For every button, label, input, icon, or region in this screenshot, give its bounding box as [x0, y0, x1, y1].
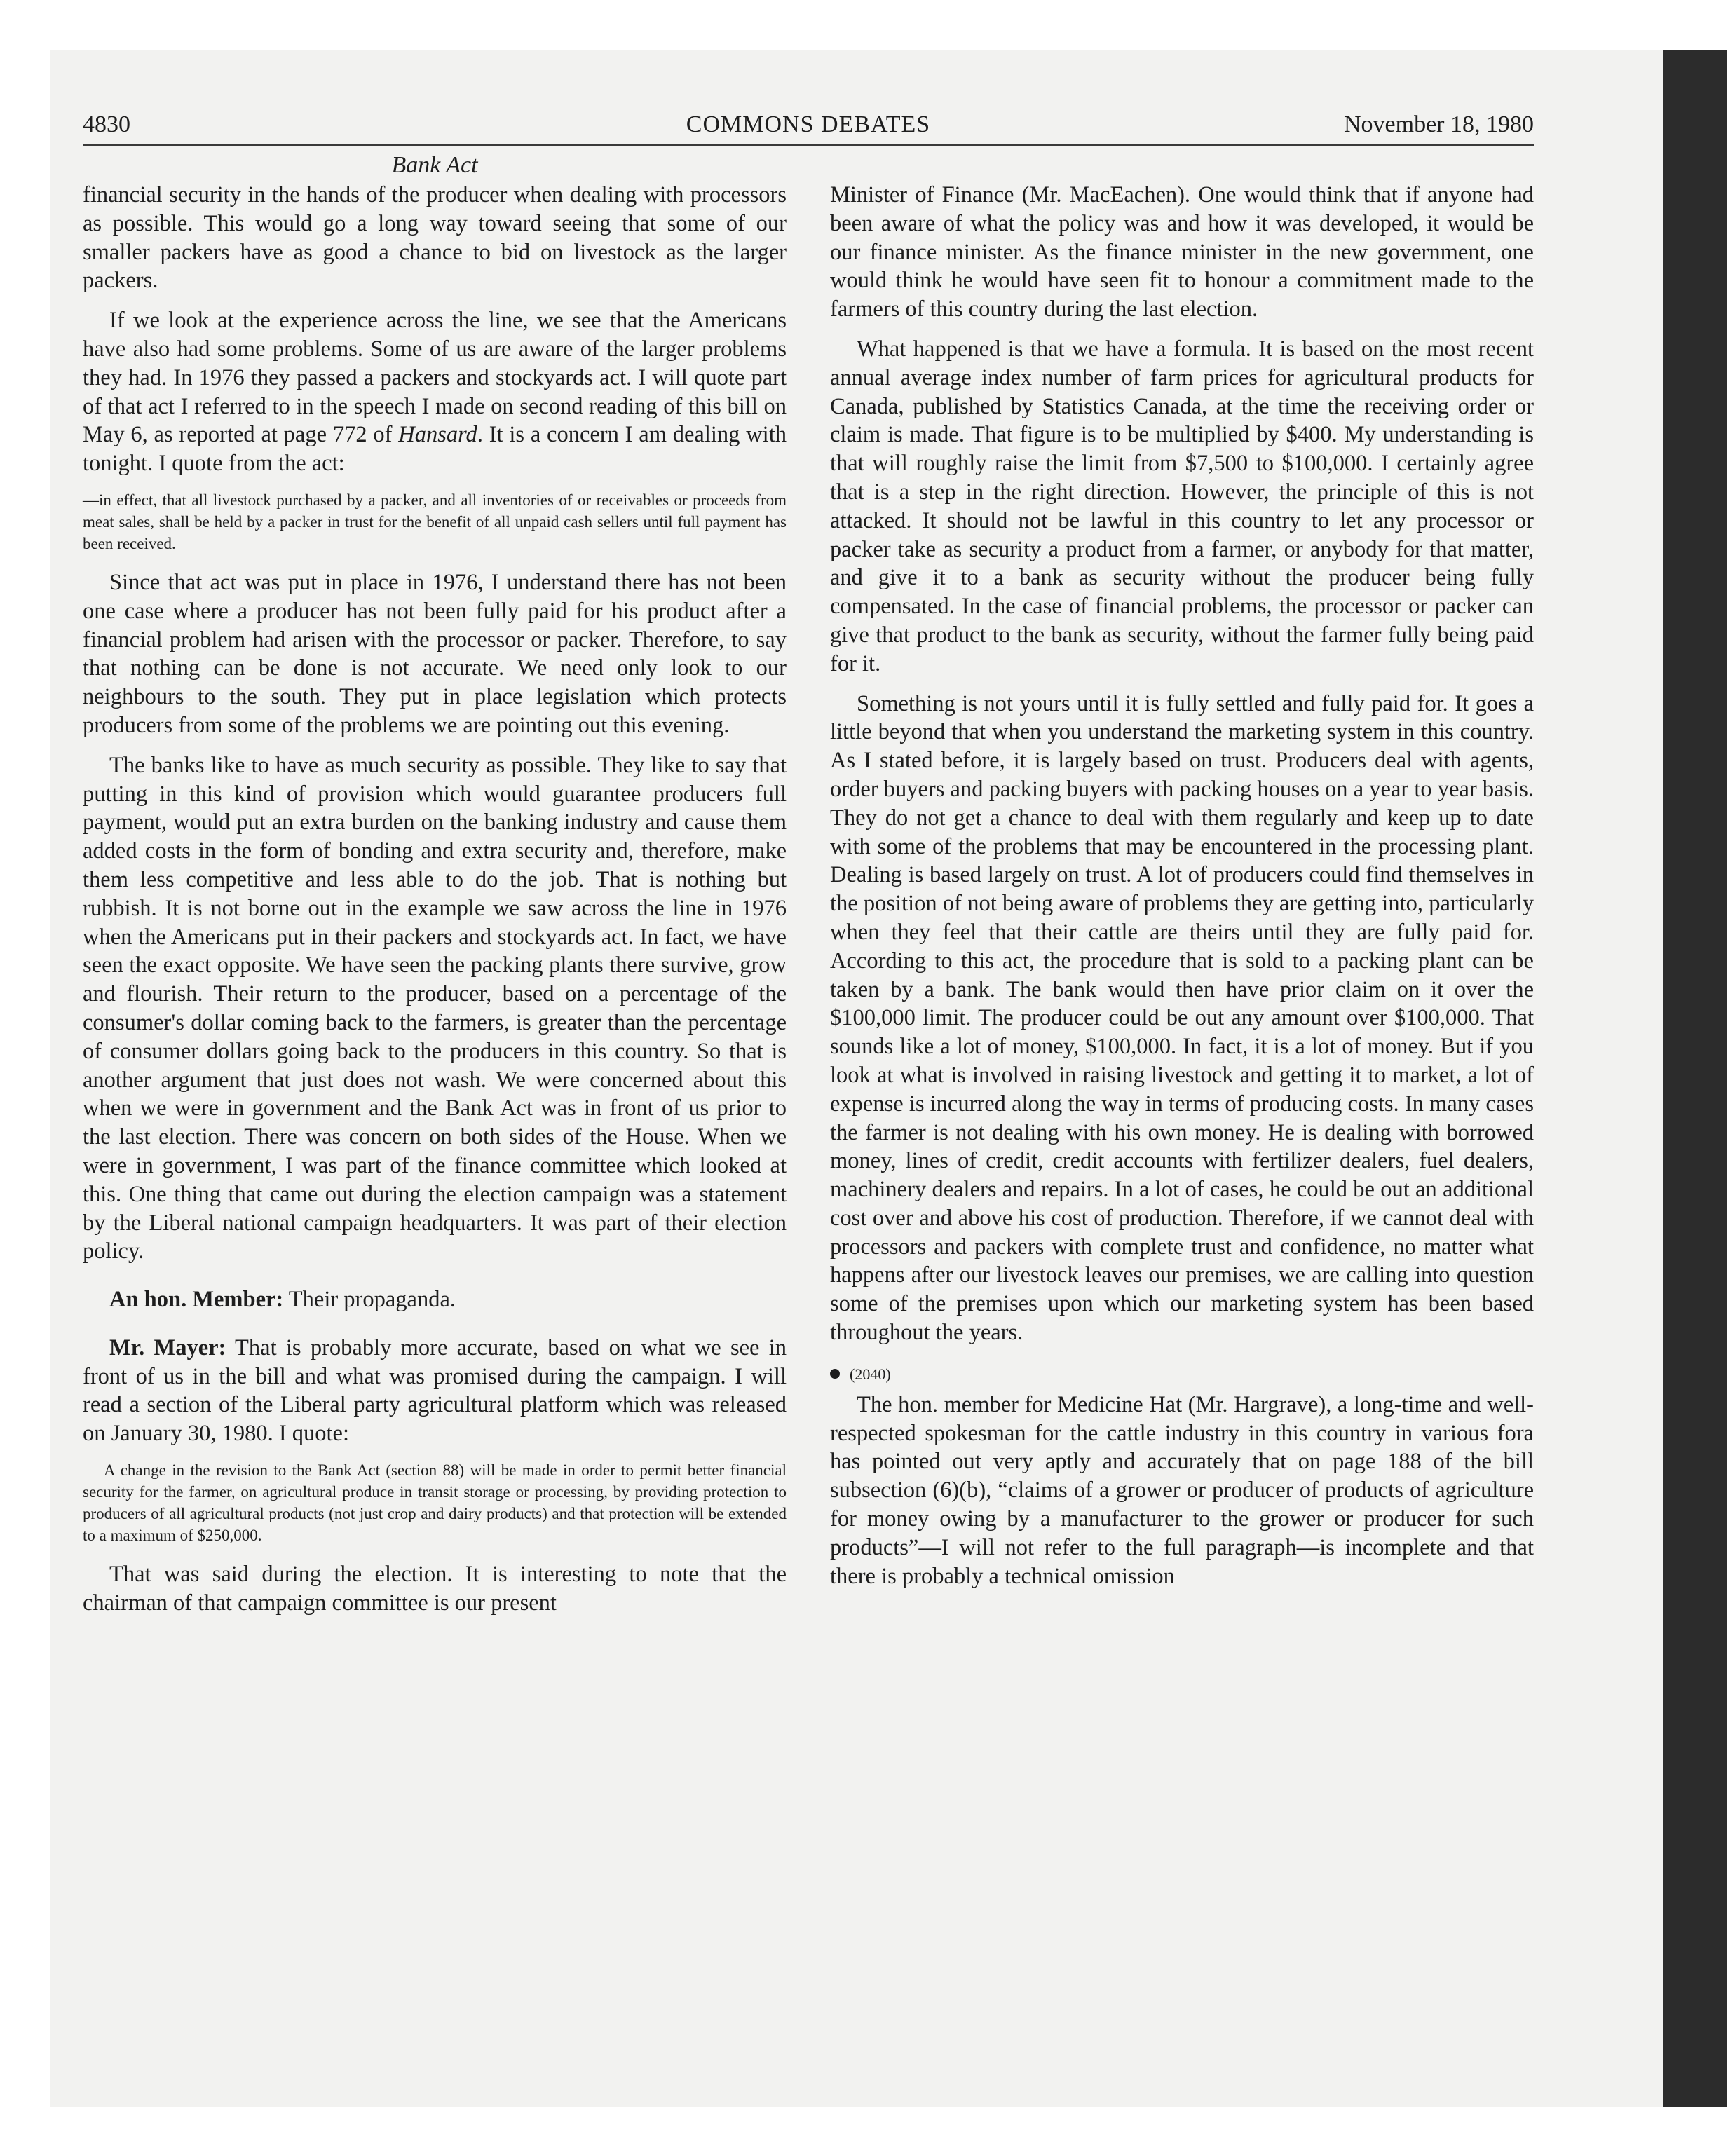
paragraph: What happened is that we have a formula. It is based on the most recent annual average index number of farm prices for agricultural products for Canada, published by Statistics Canada, at the time the receiving order or claim is made. That figure is to be multiplied by $400. My understanding is that will roughly raise the limit from $7,500 to $100,000. I certainly agree that is a step in the right direction. However, the principle of this is not attacked. It should not be lawful in this country to let any processor or packer take as security a product from a farmer, or anybody for that matter, and give it to a bank as security without the producer being fully compensated. In the case of financial problems, the processor or packer can give that product to the bank as security, without the farmer fully being paid for it. [830, 336, 1534, 676]
paragraph: Since that act was put in place in 1976, I understand there has not been one case where a producer has not been fully paid for his product after a financial problem had arisen with the processor or packer. Therefore, to say that nothing can be done is not accurate. We need only look to our neighbours to the south. They put in place legislation which protects producers from some of the problems we are pointing out this evening. [83, 569, 787, 738]
text-run: . It is a concern I am dealing with tonight. I quote from the act: [83, 422, 787, 477]
running-head: Bank Act [391, 152, 478, 178]
page-header [83, 105, 1534, 144]
publication-title: COMMONS DEBATES [686, 111, 931, 137]
bullet-icon [830, 1369, 840, 1379]
paragraph: Something is not yours until it is fully settled and fully paid for. It goes a little beyond that when you understand the marketing system in this country. As I stated before, it is largely based on trust. Producers deal with agents, order buyers and packing buyers with packing houses on a year to year basis. They do not get a chance to deal with them regularly and keep up to date with some of the problems that may be encountered in the processing plant. Dealing is based largely on trust. A lot of producers could find themselves in the position of not being aware of problems they are getting into, particularly when they feel that their cattle are theirs until they are fully paid for. According to this act, the procedure that is sold to a packing plant can be taken by a bank. The bank would then have prior claim on it over the $100,000 limit. The producer could be out any amount over $100,000. That sounds like a lot of money, $100,000. In fact, it is a lot of money. But if you look at what is involved in raising livestock and getting it to market, a lot of expense is incurred along the way in terms of producing costs. In many cases the farmer is not dealing with his own money. He is dealing with borrowed money, lines of credit, credit accounts with fertilizer dealers, fuel dealers, machinery dealers and repairs. In a lot of cases, he could be out an additional cost over and above his cost of production. Therefore, if we cannot deal with processors and packers with complete trust and confidence, no matter what happens after our livestock leaves our premises, we are calling into question some of the premises upon which our marketing system has been based throughout the years. [830, 690, 1534, 1346]
right-column [830, 181, 1534, 1602]
speaker-text: That is probably more accurate, based on what we see in front of us in the bill and what was promised during the campaign. I will read a section of the Liberal party agricultural platform which was released on January 30, 1980. I quote: [83, 1335, 787, 1447]
paragraph: The hon. member for Medicine Hat (Mr. Hargrave), a long-time and well-respected spokesman for the cattle industry in this country in various fora has pointed out very aptly and accurately that on page 188 of the bill subsection (6)(b), “claims of a grower or producer of products of agriculture for money owing by a manufacturer to the grower or producer for such products”—I will not refer to the full paragraph—is incomplete and that there is probably a technical omission [830, 1391, 1534, 1589]
block-quote: A change in the revision to the Bank Act (section 88) will be made in order to permit better financial security for the farmer, on agricultural produce in transit storage or processing, by providing protection to producers of all agricultural products (not just crop and dairy products) and that protection will be extended to a maximum of $250,000. [83, 1461, 787, 1545]
page-number: 4830 [83, 111, 130, 137]
speaker-paragraph [83, 1334, 787, 1448]
block-quote: —in effect, that all livestock purchased by a packer, and all inventories of or receivables or proceeds from meat sales, shall be held by a packer in trust for the benefit of all unpaid cash sellers until full payment has been received. [83, 491, 787, 552]
header-rule [83, 144, 1534, 146]
left-column [83, 181, 787, 1629]
text-run: If we look at the experience across the line, we see that the Americans have also had some problems. Some of us are aware of the larger problems they had. In 1976 they passed a packers and stockyards act. I will quote part of that act I referred to in the speech I made on second reading of this bill on May 6, as reported at page 772 of [83, 308, 787, 448]
speaker-text: Their propaganda. [283, 1287, 456, 1313]
paragraph: financial security in the hands of the producer when dealing with processors as possible. This would go a long way toward seeing that some of our smaller packers have as good a chance to bid on livestock as the larger packers. [83, 182, 787, 294]
speaker-paragraph [83, 1285, 787, 1314]
paragraph: Minister of Finance (Mr. MacEachen). One would think that if anyone had been aware of what the policy was and how it was developed, it would be our finance minister. As the finance minister in the new government, one would think he would have seen fit to honour a commitment made to the farmers of this country during the last election. [830, 182, 1534, 322]
speaker-name: An hon. Member: [109, 1287, 284, 1313]
hansard-italic: Hansard [398, 422, 477, 448]
paragraph: That was said during the election. It is interesting to note that the chairman of that campaign committee is our present [83, 1562, 787, 1616]
time-marker-text: (2040) [850, 1365, 891, 1383]
page-date: November 18, 1980 [1343, 111, 1534, 137]
time-marker [830, 1363, 1534, 1386]
scan-edge-strip [1663, 50, 1727, 2107]
paragraph [83, 306, 787, 478]
paragraph: The banks like to have as much security as possible. They like to say that putting in this kind of provision which would guarantee producers full payment, would put an extra burden on the banking industry and cause them added costs in the form of bonding and extra security and, therefore, make them less competitive and less able to do the job. That is nothing but rubbish. It is not borne out in the example we saw across the line in 1976 when the Americans put in their packers and stockyards act. In fact, we have seen the exact opposite. We have seen the packing plants there survive, grow and flourish. Their return to the producer, based on a percentage of the consumer's dollar coming back to the farmers, is greater than the percentage of consumer dollars going back to the producers in this country. So that is another argument that just does not wash. We were concerned about this when we were in government and the Bank Act was in front of us prior to the last election. There was concern on both sides of the House. When we were in government, I was part of the finance committee which looked at this. One thing that came out during the election campaign was a statement by the Liberal national campaign headquarters. It was part of their election policy. [83, 752, 787, 1264]
speaker-name: Mr. Mayer: [109, 1335, 226, 1360]
